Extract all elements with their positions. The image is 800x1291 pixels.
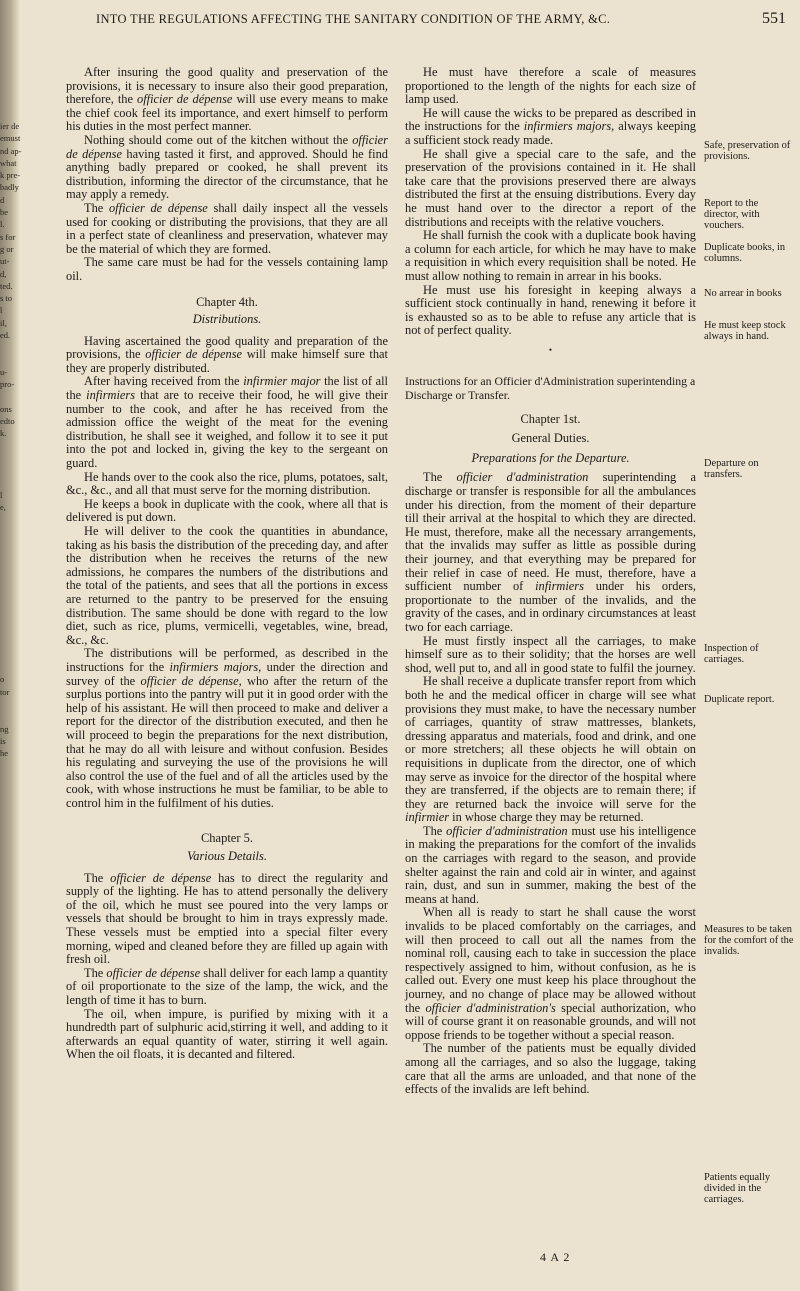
edge-fragment: ted. — [0, 280, 13, 291]
edge-fragment: s to — [0, 293, 13, 304]
paragraph: He will deliver to the cook the quantities in abundance, taking as his basis the distribution of the preceding day, and after the distribution when he receives the returns of the new admissions, he compares the numbers of the distributions and the total of the patients, and sees that all the portions in excess are returned to the pantry to be preserved for the ensuing distribution. The same should be done with regard to the low diet, such as rice, plums, vermicelli, vegetables, wine, bread, &c., &c. — [66, 524, 388, 647]
paragraph: Having ascertained the good quality and preparation of the provisions, the officier de dépense will make himself sure that they are properly distributed. — [66, 333, 388, 375]
edge-fragment — [0, 587, 42, 599]
edge-fragment — [0, 636, 42, 648]
edge-fragment: pro- — [0, 379, 15, 390]
facing-page-edge-fragments — [0, 120, 42, 796]
edge-fragment — [0, 514, 42, 526]
edge-fragment — [0, 440, 42, 452]
edge-fragment: ng — [0, 723, 9, 734]
edge-fragment: tor — [0, 686, 10, 697]
edge-fragment: l. — [0, 219, 5, 230]
edge-fragment — [0, 649, 42, 661]
edge-fragment — [0, 698, 42, 710]
edge-fragment — [0, 452, 42, 464]
edge-fragment — [0, 526, 42, 538]
edge-fragment: ier de — [0, 121, 20, 131]
edge-fragment: ons — [0, 403, 12, 414]
edge-fragment — [0, 759, 42, 771]
margin-note-inspection: Inspection of carriages. — [704, 643, 759, 666]
margin-note-duplicate-report: Duplicate report. — [704, 694, 775, 705]
subsection-heading: Preparations for the Departure. — [471, 450, 630, 465]
paragraph: He must use his foresight in keeping always a sufficient stock continually in hand, renewing it before it is exhausted so as to be able to refuse any article that is not of perfect quality. — [405, 282, 696, 338]
paragraph: He hands over to the cook also the rice, plums, potatoes, salt, &c., &c., and all that must serve for the morning distribution. — [66, 469, 388, 498]
running-title: INTO THE REGULATIONS AFFECTING THE SANITARY CONDITION OF THE ARMY, &C. — [96, 12, 611, 26]
paragraph: The distributions will be performed, as described in the instructions for the infirmiers majors, under the direction and survey of the officier de dépense, who after the return of the surplus portions into the pantry will put it in good order with the help of his assistant. He will then proceed to make and deliver a report for the director of the distribution executed, and then he will proceed to begin the preparations for the next distribution, that he may do all with leisure and without confusion. Besides his regulating and surveying the use of the provisions he will also control the use of the fuel and of all the articles used by the cook, with whose instructions he must be familiar, to be able to control him in the fulfilment of his duties. — [66, 646, 388, 810]
chapter-heading: Chapter 4th. — [196, 294, 258, 309]
paragraph: The officier d'administration superintending a discharge or transfer is responsible for all the ambulances under his direction, from the moment of their departure till their arrival at the hospital to which they are directed. He must, therefore, make all the necessary arrangements, that the invalids may suffer as little as possible during their journey, and that everything may be prepared for their relief in case of need. He must, therefore, have a sufficient number of infirmiers under his orders, proportionate to the number of the invalids, and the gravity of the cases, and in ordinary circumstances at least two for each carriage. — [405, 470, 696, 634]
paragraph: Nothing should come out of the kitchen without the officier de dépense having tasted it first, and approved. Should he find anything badly prepared or cooked, he shall prevent its distribution, informing the director of the circumstance, that he may apply a remedy. — [66, 132, 388, 202]
margin-note-arrear: No arrear in books — [704, 288, 782, 299]
chapter-title: Distributions. — [192, 312, 262, 327]
edge-fragment — [0, 563, 42, 575]
chapter-heading: Chapter 1st. — [520, 411, 581, 426]
paragraph: When all is ready to start he shall cause the worst invalids to be placed comfortably on the carriages, and will then proceed to call out all the names from the nominal roll, causing each to take in succession the place respectively assigned to him, without confusion, as he is called out. Every one must keep his place throughout the journey, and no change of place may be allowed without the officier d'administration's special authorization, who will of course grant it on reasonable grounds, and will not oppose friends to be together without a special reason. — [405, 905, 696, 1042]
paragraph: The officier d'administration must use his intelligence in making the preparations for the comfort of the invalids on the carriages with regard to the season, and provide shelter against the rain and cold air in winter, and against rain, dust, and sun in summer, making the best of the means at hand. — [405, 823, 696, 906]
chapter-title: Various Details. — [187, 849, 267, 864]
edge-fragment: he — [0, 748, 9, 759]
edge-fragment: il, — [0, 317, 7, 328]
edge-fragment — [0, 661, 42, 673]
edge-fragment — [0, 710, 42, 722]
page-number: 551 — [762, 10, 786, 27]
paragraph: The officier de dépense shall deliver for each lamp a quantity of oil proportionate to the size of the lamp, the wick, and the length of time it has to burn. — [66, 965, 388, 1007]
paragraph: The number of the patients must be equally divided among all the carriages, and so also the luggage, taking care that all the arms are unloaded, and that none of the effects of the invalids are left behind. — [405, 1041, 696, 1097]
paragraph: He shall furnish the cook with a duplicate book having a column for each article, for which he may have to make a requisition in which every requisition shall be noted. He must allow nothing to remain in arrear in his books. — [405, 228, 696, 283]
paragraph: The officier de dépense has to direct the regularity and supply of the lighting. He has to attend personally the delivery of the oil, which he must see poured into the very lamps or vessels that should be brought to him in trays expressly made. These vessels must be emptied into a special filter every morning, wiped and cleaned before they are filled up again with fresh oil. — [66, 870, 388, 967]
edge-fragment: g or — [0, 243, 14, 254]
signature-mark: 4 A 2 — [540, 1250, 571, 1264]
edge-fragment: edto — [0, 416, 15, 427]
instructions-heading: Instructions for an Officier d'Administration superintending a Discharge or Transfer. — [405, 374, 696, 403]
margin-note-stock: He must keep stock always in hand. — [704, 320, 786, 343]
edge-fragment: d — [0, 194, 5, 205]
paragraph: The same care must be had for the vessels containing lamp oil. — [66, 255, 388, 283]
right-column — [405, 66, 696, 1097]
margin-note-report: Report to the director, with vouchers. — [704, 198, 760, 232]
paragraph: The oil, when impure, is purified by mixing with it a hundredth part of sulphuric acid,stirring it well, and adding to it afterwards an equal quantity of water, stirring it well again. When the oil floats, it is decanted and filtered. — [66, 1006, 388, 1062]
edge-fragment: u- — [0, 366, 8, 377]
running-head — [96, 10, 786, 28]
edge-fragment — [0, 600, 42, 612]
edge-fragment — [0, 464, 42, 476]
edge-fragment: e, — [0, 502, 6, 513]
edge-fragment — [0, 624, 42, 636]
margin-note-measures: Measures to be taken for the comfort of the invalids. — [704, 924, 794, 958]
margin-note-patients: Patients equally divided in the carriages. — [704, 1172, 771, 1206]
margin-note-safe: Safe, preservation of provisions. — [704, 140, 791, 163]
margin-note-duplicate: Duplicate books, in columns. — [704, 242, 786, 265]
paragraph: He must firstly inspect all the carriages, to make himself sure as to their solidity; that the horses are well shod, well put to, and all in good state to fulfil the journey. — [405, 633, 696, 675]
paragraph: The officier de dépense shall daily inspect all the vessels used for cooking or distributing the provisions, that they are all in a perfect state of cleanliness and preservation, whatever may be the material of which they are formed. — [66, 200, 388, 256]
edge-fragment — [0, 341, 42, 353]
chapter-heading: Chapter 5. — [200, 831, 254, 846]
edge-fragment — [0, 772, 42, 784]
paragraph: He keeps a book in duplicate with the cook, where all that is delivered is put down. — [66, 496, 388, 525]
edge-fragment: nd ap- — [0, 145, 22, 156]
edge-fragment — [0, 784, 42, 796]
section-heading: General Duties. — [511, 431, 590, 446]
edge-fragment: l — [0, 489, 3, 500]
edge-fragment: emust — [0, 133, 21, 144]
edge-fragment: is — [0, 735, 6, 746]
edge-fragment: k pre- — [0, 170, 21, 181]
edge-fragment: be — [0, 207, 9, 218]
margin-note-departure: Departure on transfers. — [704, 458, 759, 481]
edge-fragment: badly — [0, 182, 19, 193]
paragraph: He will cause the wicks to be prepared as described in the instructions for the infirmiers majors, always keeping a sufficient stock ready made. — [405, 105, 696, 147]
edge-fragment: ed. — [0, 330, 11, 341]
edge-fragment: k. — [0, 428, 7, 439]
edge-fragment: l — [0, 305, 3, 316]
edge-fragment: s for — [0, 231, 16, 242]
edge-fragment: ut- — [0, 256, 10, 267]
edge-fragment — [0, 612, 42, 624]
paragraph: He shall give a special care to the safe, and the preservation of the provisions contained in it. He shall take care that the provisions preserved there are always distributed the first at the ensuing distributions. Every day he must hand over to the director a report of the distributions and receipts with the relative vouchers. — [405, 146, 696, 229]
edge-fragment — [0, 477, 42, 489]
edge-fragment — [0, 550, 42, 562]
edge-fragment: o — [0, 674, 5, 685]
edge-fragment: d, — [0, 268, 7, 279]
edge-fragment — [0, 538, 42, 550]
section-ornament: • — [548, 344, 553, 355]
paragraph: After having received from the infirmier major the list of all the infirmiers that are to receive their food, he will give their number to the cook, and after he has received from the admission office the weight of the meat for the evening distribution, he shall see it weighed, and follow it to see it put into the pot and locked in, giving the key to the sergeant on guard. — [66, 374, 388, 471]
edge-fragment — [0, 354, 42, 366]
paragraph: He shall receive a duplicate transfer report from which both he and the medical officer in charge will see what provisions they must make, to have the necessary number of carriages, quantity of straw mattresses, blankets, dressing apparatus and materials, food and drink, and one or more stretchers; all these objects he will obtain on requisitions in duplicate from the director, one of which may serve as invoice for the director of the hospital where they are transferred, if the objects are to remain there; if they are returned back the invoice will serve for the infirmier in whose charge they may be returned. — [405, 674, 696, 825]
paragraph: After insuring the good quality and preservation of the provisions, it is necessary to insure also their good preparation, therefore, the officier de dépense will use every means to make the chief cook feel its importance, and exert himself to perform his duties in the most perfect manner. — [66, 65, 388, 134]
edge-fragment: what — [0, 157, 17, 168]
edge-fragment — [0, 391, 42, 403]
edge-fragment — [0, 575, 42, 587]
paragraph: He must have therefore a scale of measures proportioned to the length of the nights for each size of lamp used. — [405, 65, 696, 107]
left-column — [66, 66, 388, 1062]
